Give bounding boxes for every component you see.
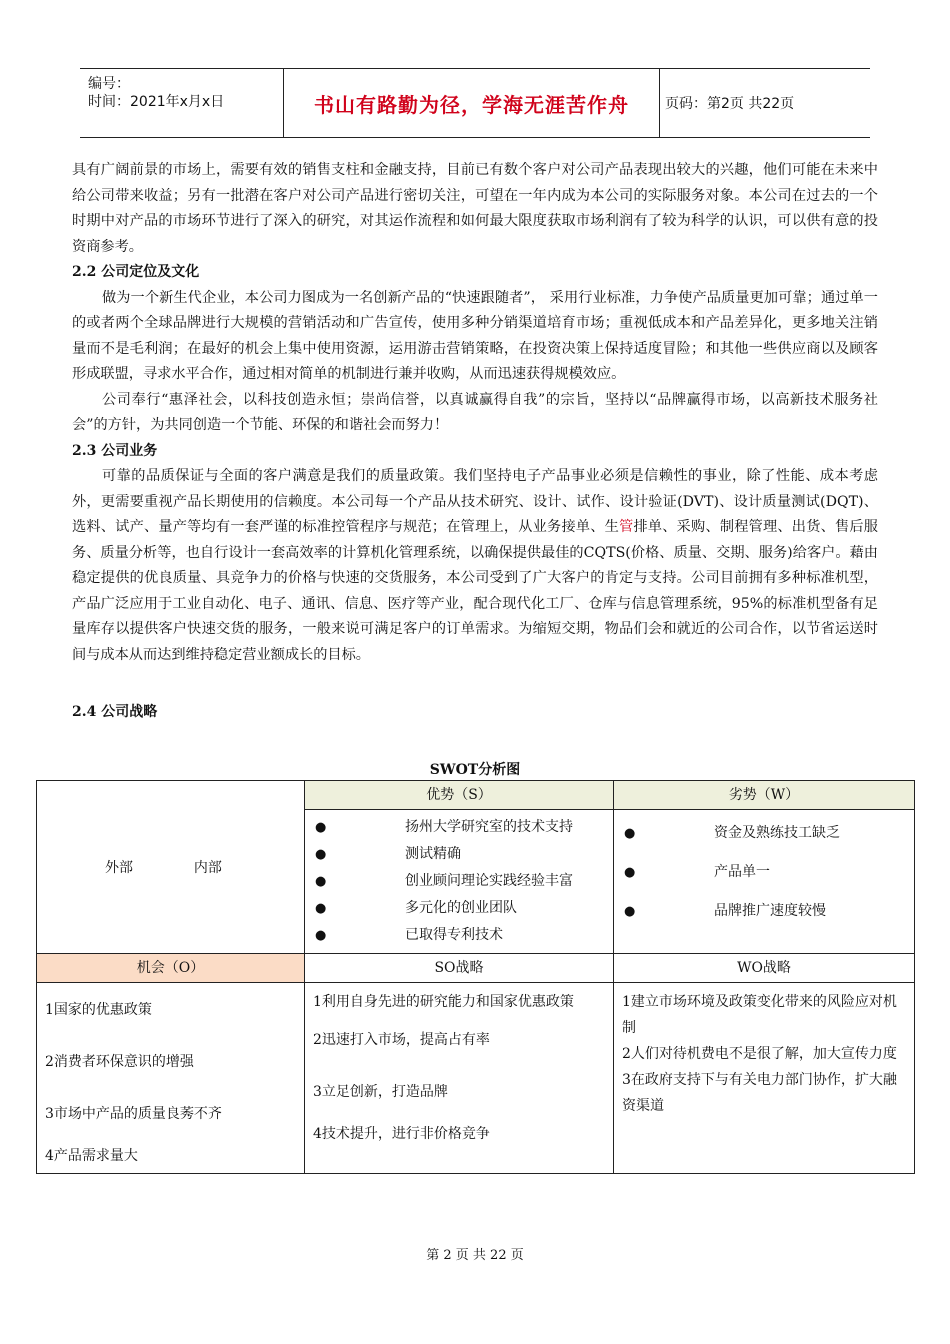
list-item: 1利用自身先进的研究能力和国家优惠政策 — [313, 994, 574, 1010]
so-list — [305, 983, 613, 1151]
bullet-icon: ● — [315, 928, 327, 943]
list-item — [315, 922, 607, 949]
paragraph: 做为一个新生代企业，本公司力图成为一名创新产品的“快速跟随者”， 采用行业标准，力争使产品质量更加可靠；通过单一的或者两个全球品牌进行大规模的营销活动和广告宣传，使用多种分销渠道培育市场；重视低成本和产品差异化，更多地关注销量而不是毛利润；在最好的机会上集中使用资源，运用游击营销策略，在投资决策上保持适度冒险；和其他一些供应商以及顾客形成联盟，寻求水平合作，通过相对简单的机制进行兼并收购，从而迅速获得规模效应。 — [72, 289, 878, 382]
list-item: 2消费者环保意识的增强 — [45, 1054, 194, 1070]
bullet-icon: ● — [624, 904, 636, 919]
wo-cell — [614, 983, 915, 1174]
paragraph-text: 排单、采购、制程管理、出货、售后服务、质量分析等，也自行设计一套高效率的计算机化管理系统，以确保提供最佳的CQTS(价格、质量、交期、服务)给客户。藉由稳定提供的优良质量、具竞争力的价格与快速的交货服务，本公司受到了广大客户的肯定与支持。公司目前拥有多种标准机型，产品广泛应用于工业自动化、电子、通讯、信息、医疗等产业，配合现代化工厂、仓库与信息管理系统，95%的标准机型备有足量库存以提供客户快速交货的服务，一般来说可满足客户的订单需求。为缩短交期，物品们会和就近的公司合作，以节省运送时间与成本从而达到维持稳定营业额成长的目标。 — [72, 519, 878, 663]
spacer — [72, 668, 878, 700]
list-item: 2人们对待机费电不是很了解，加大宣传力度 — [622, 1046, 897, 1062]
section-heading-2-4: 2.4 公司战略 — [72, 704, 158, 720]
weaknesses-cell — [614, 810, 915, 954]
swot-table — [36, 780, 915, 1174]
list-item — [624, 853, 908, 892]
weaknesses-list — [614, 810, 914, 935]
document-body — [72, 158, 878, 726]
bullet-icon: ● — [315, 847, 327, 862]
list-item — [624, 814, 908, 853]
strengths-cell — [305, 810, 614, 954]
list-item: 2迅速打入市场，提高占有率 — [313, 1032, 490, 1048]
list-item: 3在政府支持下与有关电力部门协作，扩大融资渠道 — [622, 1072, 897, 1114]
header-divider — [659, 69, 660, 137]
header-page-number: 页码：第2页 共22页 — [665, 96, 795, 112]
list-item: 1国家的优惠政策 — [45, 1002, 152, 1018]
bullet-icon: ● — [624, 865, 636, 880]
list-item-text: 产品单一 — [714, 864, 770, 880]
list-item: 3市场中产品的质量良莠不齐 — [45, 1106, 222, 1122]
bullet-icon: ● — [315, 901, 327, 916]
opportunities-list — [37, 983, 304, 1173]
paragraph — [72, 464, 878, 668]
paragraph: 具有广阔前景的市场上，需要有效的销售支柱和金融支持，目前已有数个客户对公司产品表现出较大的兴趣，他们可能在未来中给公司带来收益；另有一批潜在客户对公司产品进行密切关注，可望在一年内成为本公司的实际服务对象。本公司在过去的一个时期中对产品的市场环节进行了深入的研究，对其运作流程和如何最大限度获取市场利润有了较为科学的认识，可以供有意的投资商参考。 — [72, 162, 878, 255]
bullet-icon: ● — [315, 820, 327, 835]
inner-label: 内部 — [193, 860, 222, 876]
page-header — [80, 68, 870, 138]
header-motto: 书山有路勤为径，学海无涯苦作舟 — [314, 92, 629, 117]
opportunities-cell — [37, 983, 305, 1174]
list-item-text: 测试精确 — [405, 846, 461, 862]
list-item-text: 资金及熟练技工缺乏 — [714, 825, 840, 841]
outer-label: 外部 — [105, 860, 133, 876]
list-item: 4技术提升，进行非价格竞争 — [313, 1126, 490, 1142]
strengths-list — [305, 810, 613, 953]
paragraph-text: 可靠的品质保证与全面的客户满意是我们的质量政策。我们坚持电子产品事业必须是信赖性的事业，除了性能、成本考虑外，更需要重视产品长期使用的信赖度。本公司每一个产品从技术研究、设计、试作、设计验证(DVT)、设计质量测试(DQT)、选料、试产、量产等均有一套严谨的标准控管程序与规范；在管理上，从业务接单、生 — [72, 468, 878, 535]
list-item-text: 扬州大学研究室的技术支持 — [405, 819, 573, 835]
list-item-text: 已取得专利技术 — [405, 927, 503, 943]
wo-header: WO战略 — [614, 954, 915, 983]
list-item: 3立足创新，打造品牌 — [313, 1084, 448, 1100]
doc-date-label: 时间：2021年x月x日 — [88, 94, 225, 110]
list-item — [315, 895, 607, 922]
page-footer: 第 2 页 共 22 页 — [426, 1248, 524, 1263]
list-item — [315, 841, 607, 868]
paragraph: 公司奉行“惠泽社会，以科技创造永恒；崇尚信誉，以真诚赢得自我”的宗旨，坚持以“品牌赢得市场，以高新技术服务社会”的方针，为共同创造一个节能、环保的和谐社会而努力！ — [72, 391, 878, 433]
weaknesses-header: 劣势（W） — [614, 781, 915, 810]
bullet-icon: ● — [315, 874, 327, 889]
doc-code-label: 编号： — [88, 76, 130, 92]
list-item — [315, 868, 607, 895]
swot-title: SWOT分析图 — [429, 762, 521, 778]
list-item: 1建立市场环境及政策变化带来的风险应对机制 — [622, 994, 897, 1036]
list-item-text: 创业顾问理论实践经验丰富 — [405, 873, 573, 889]
list-item: 4产品需求量大 — [45, 1148, 138, 1164]
highlighted-char: 管 — [619, 519, 634, 535]
list-item — [315, 814, 607, 841]
list-item — [624, 892, 908, 931]
section-heading-2-3: 2.3 公司业务 — [72, 442, 158, 459]
so-cell — [305, 983, 614, 1174]
list-item-text: 品牌推广速度较慢 — [714, 903, 826, 919]
strengths-header: 优势（S） — [305, 781, 614, 810]
bullet-icon: ● — [624, 826, 636, 841]
swot-corner-cell — [37, 781, 305, 954]
wo-list — [614, 983, 914, 1123]
section-heading-2-2: 2.2 公司定位及文化 — [72, 264, 200, 280]
list-item-text: 多元化的创业团队 — [405, 900, 517, 916]
opportunities-header: 机会（O） — [37, 954, 305, 983]
header-meta — [80, 69, 283, 137]
so-header: SO战略 — [305, 954, 614, 983]
